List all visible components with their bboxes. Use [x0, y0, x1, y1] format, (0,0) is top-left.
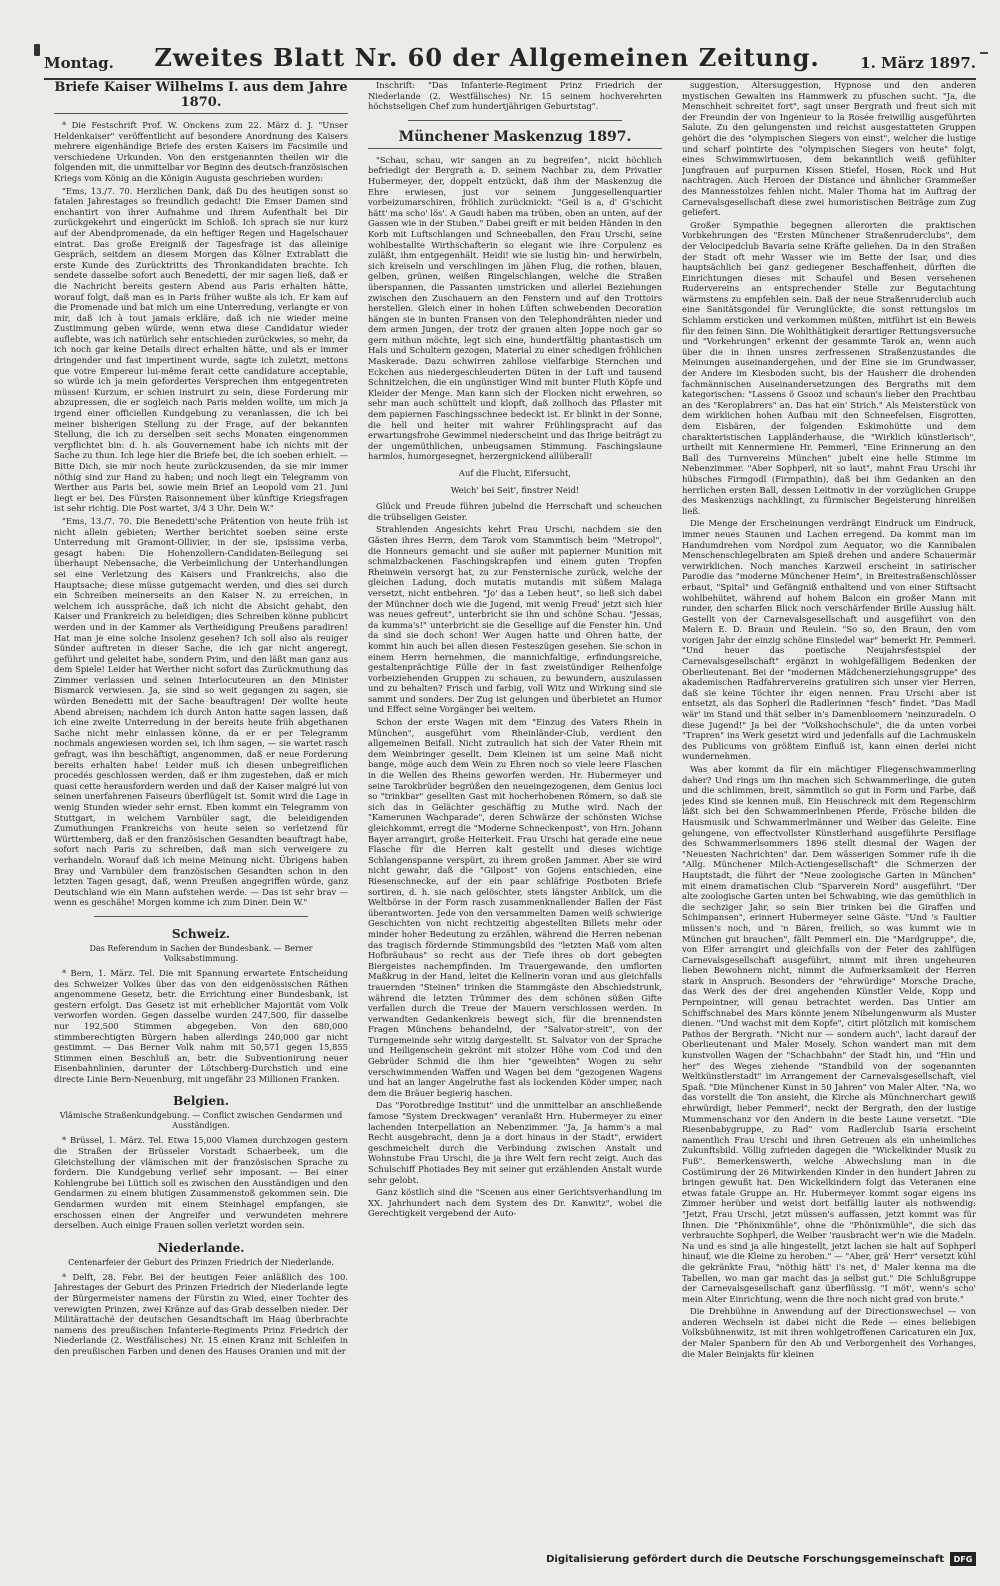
article-paragraph: Die Drehbühne in Anwendung auf der Directionswechsel — von anderen Wechseln ist dabei nicht die Rede — eines beliebigen Volksbühnenwitz, ist mit ihren wohlgetroffenen Caricaturen ein Jux, der Maler Spanbern für den Ab und Verborgenheit des Vorhanges, die Maler Beinjakts für kleinen — [682, 1306, 976, 1359]
article-paragraph: Strahlenden Angesichts kehrt Frau Urschi, nachdem sie den Gästen ihres Herrn, dem Tarok vom Stammtisch beim "Metropol", die Honneurs gemacht und sie außer mit papierner Munition mit schmalzbackenen Faschingskrapfen und einem guten Tropfen Rheinwein versorgt hat, zu zur Fensternische zurück, welche der gleichen Ladung, doch mutatis mutandis mit süßem Malaga versetzt, nicht entbehren. "Jo' das a Leben heut", so ließ sich dabei der Münchner doch wie die Jugend, mit wenig Freud' jetzt sich hier was neues gefreut", unterbricht sie ihn und schöne Schau. "Jessas, da kumma's!" unterbricht sie die Gesellige auf die Fenster hin. Und da sind sie doch schon! Wer Augen hatte und Ohren hatte, der kommt hin auch bei allen diesen Festeszügen gesehen. Sie schon in einem Herrn hernehmen, die mannichfaltige, erfindungsreiche, gestaltenprächtige Fülle der in fast zweistündiger Reihenfolge vorbeiziehenden Gruppen zu schauen, zu bewundern, auszulassen und zu behalten? Frisch und farbig, voll Witz und Wirkung sind sie sammt und sonders. Der Zug ist gelungen und überbietet an Humor und Effect seine Vorgänger bei weitem. — [368, 524, 662, 715]
column-3 — [682, 80, 976, 1531]
section-subtitle: Vlämische Straßenkundgebung. — Conflict zwischen Gendarmen und Ausständigen. — [59, 1111, 343, 1131]
section-subtitle: Centenarfeier der Geburt des Prinzen Friedrich der Niederlande. — [68, 1257, 334, 1267]
column-2 — [368, 80, 662, 1531]
section-title-niederlande: Niederlande. — [157, 1240, 245, 1255]
article-paragraph: "Ems, 13./7. 70. Herzlichen Dank, daß Du des heutigen sonst so fatalen Jahrestages so freundlich gedacht! Die Emser Damen sind enchantirt von ihrer Aufnahme und ihrem Aufenthalt bei Dir zurückgekehrt und eingerückt im Schloß. Ich sprach sie nur kurz auf der Abendpromenade, da ein heftiger Regen und Hagelschauer eintrat. Das große Ereigniß der Tagesfrage ist das alleinige Gespräch, seitdem an diesem Morgen das Kölner Extrablatt die erste Kunde des Zurücktritts des Thronkandidaten brachte. Ich sendete dasselbe sofort auch Benedetti, der mir sagen ließ, daß er die Nachricht bereits gestern Abend aus Paris erhalten hätte, worauf folgt, daß man es in Paris früher wußte als ich. Er kam auf die Promenade und bat mich um eine Unterredung, verlangte er von mir, daß ich à tout jamais erkläre, daß ich nie wieder meine Zustimmung geben würde, wenn etwa diese Candidatur wieder auflebte, was ich natürlich sehr entschieden zurückwies, so mehr, da ich noch gar keine Details direct erhalten hätte, und als er immer dringender und fast impertinent wurde, sagte ich zuletzt, mettons que votre Empereur lui-même ferait cette candidature acceptable, so würde ich ja mein gefordertes Versprechen ihm entgegentreten müssen! Kurzum, er schien instruirt zu sein, diese Forderung mir abzupressen, die er sogleich nach Paris melden wollte, um mich ja irgend einer officiellen Kundgebung zu veranlassen, die ich bei meiner bisherigen Stellung zu der Frage, auf der bekannten Stellung, die ich zu derselben seit sechs Monaten eingenommen verpflichtet bin: d. h. als Gouvernement habe ich nichts mit der Sache zu thun. Ich lege hier die Briefe bei, die ich soeben erhielt. — Bitte Dich, sie mir noch heute zurückzusenden, da sie mir immer nöthig sind zur Hand zu haben; und noch liegt ein Telegramm von Werther aus Paris bei, sowie mein Brief an Leopold vom 21. Juni liegt er bei. Des Fürsten Raisonnement über künftige Kriegsfragen ist sehr richtig. Die Post wartet, 3/4 3 Uhr. Dein W." — [54, 185, 348, 514]
article-paragraph: Was aber kommt da für ein mächtiger Fliegenschwammerling daher? Und rings um ihn machen sich Schwammerlinge, die guten und die schlimmen, breit, sämmtlich so gut in Form und Farbe, daß jedes Kind sie kennen muß. Ein Heuschreck mit dem Regenschirm läßt sich bei den Schwammerlnbenen Pferde, Frösche bilden die Hausmusik und Schwammerlmänner und Weiber das Geleite. Eine gelungene, von effectvollster Künstlerhand ausgeführte Persiflage des Schwammerlsommers 1896 stellt diesmal der Wagen der "Neuesten Nachrichten" dar. Dem wässerigen Sommer rufe ih die "Allg. Münchener Milch-Actiengesellschaft" die Schmerzen der Hauptstadt, die führt der "Neue zoologische Garten in München" mit einem dramatischen Club "Sparverein Nord" ausgeführt. "Der alte zoologische Garten unten bei Schwabing, wie das gemüthlich in die sechziger Jahr, so sein Bier trinken bei die Giraffen und Schimpansen", erinnert Hubermeyer seine Gäste. "Und 's Faultier müssen's noch, und 'n Bären, freilich, so was kummt wie in München gut brauchen", fällt Pemmerl ein. Die "Mardgruppe", die, von Elfer arrangirt und gleichfalls von der Feier des zahlfügen Carnevalsgesellschaft ausgeführt, nimmt mit ihren ungeheuren lieben Bewohnern nicht, nimmt die Aufmerksamkeit der Herren stark in Anspruch. Besonders der "ehrwürdige" Morsche Drache, das Werk des der drei angehenden Künstler Velde, Kopp und Pernpointner, will genau betrachtet werden. Das Untier am Schiffschnabel des Mars könnte jenem Nibelungenwurm als Muster dienen. "Und wachst mit dem Kopfe", citirt plötzlich mit komischem Pathos der Bergrath. "Nicht nur — sondern auch", lacht darauf der Oberlieutenant und Maler Mosely. Schon wandert man mit dem kunstvollen Wagen der "Schachbahn" der Stadt hin, und "Hin und her" des Weges ziehende "Standbild von der sogenannten Weltkünstlerstadt" im Arrangement der Carnevalsgesellschaft, viel Spaß. "Die Münchener Kunst in 50 Jahren" von Maler Alter. "Na, wo das vorstellt die Ton ansieht, die Kirche als Münchnerchart gewiß ehrwürdigt, lieber Pemmerl", neckt der Bergrath, den der lustige Mummenschanz vor den Andern in die beste Laune versetzt. "Die Riesenbabygruppe, zu Rad" vom Radlerclub Isaria erscheint namentlich Frau Urschi und ihren Getreuen als ein unheimliches Zukunftsbild. Völlig zufrieden dagegen die "Wickelkinder Musik zu Fuß". Bemerkenswerth, welche Abwechslung man in die Costümirung der 26 Mitwirkenden Kinder in den hundert Jahren zu bringen gewußt hat. Den Wickelkindern folgt das Veteranen eine etwas fatale Gruppe an. Hr. Hubermeyer kommt sogar eigens ins Zimmer herüber und weist dort beifällig lauter als nothwendig: "Jetzt, Frau Urschi, jetzt müssen's auffassen, jetzt kommt was für Ihnen. Die "Phönixmühle", ohne die "Phönixmühle", die sich das verbrauchte Sophperl, die Weiber 'rausbracht wer'n wie die Madeln. Na und es sind ja alle hingestellt, jetzt lachen sie halt auf Sophperl hinauf, wie die Kleine zu heroben." — "Aber, grä' Herr" versetzt kühl die gekränkte Frau, "nöthig hätt' i's net, d' Maler kenna ma die Tabellen, wo man gar macht das ja selbst gut." Die Schlußgruppe der Carnevalsgesellschaft ganz überflüssig. "I möt', wenn's scho' mein Alter Einrichtung, wenn die Ihre noch nicht grad von brute." — [682, 764, 976, 1304]
masthead-date: 1. März 1897. — [860, 54, 976, 72]
article-title-maskenzug: Münchener Maskenzug 1897. — [368, 129, 662, 149]
verse-line: Auf die Flucht, Eifersucht, — [458, 468, 572, 478]
article-paragraph: Ganz köstlich sind die "Scenen aus einer Gerichtsverhandlung im XX. Jahrhundert nach dem System des Dr. Kanwitz", wobei die Gerechtigkeit vergebend der Auto- — [368, 1187, 662, 1219]
article-paragraph: Die Menge der Erscheinungen verdrängt Eindruck um Eindruck, immer neues Staunen und Lachen erregend. Da kommt man im Handumdrehen vom Nordpol zum Aequator, wo die Kannibalen Menschenschlegelbraten am Spieß drehen und andere Schauermär verwirklichen. Noch manches Karzweil erscheint in satirischer Parodie das "moderne Münchener Heim", in Breitestraßenschlösser erbaut, "Spital" und Gefängniß enthaltend und von einer Stiftsacht wohlbehütet, während auf hohem Balcon ein großer Mann mit runder, den scharfen Blick noch verschärfender Brille Ausslug hält. Gestellt von der Carnevalsgesellschaft und ausgeführt von den Malern E. D. Braun und Reulein. "So so, den Braun, den vom vorigen Jahr der einzig schöne Einsiedel war" bemerkt Hr. Pemmerl. "Und heuer das poetische Neujahrsfestspiel der Carnevalsgesellschaft" ergänzt in wohlgefälligem Bedenken der Oberlieutenant. Bei der "modernen Mädchenerziehungsgruppe" des akademischen Radfahrervereins gratuliren sich unser vier Herren, daß sie keine Töchter ihr eigen nennen. Frau Urschi aber ist entsetzt, als das Sopherl die Radlerinnen "fesch" findet. "Das Madl wär' im Stand und thät selber in's Damenbloomern 'neinzuradeln. O diese Jugend!" Ja bei der "Volkshochschule", die da unten vorbei "Trapren" ins Werk gesetzt wird und jedenfalls auf die Lachmuskeln des Publicums von größtem Einfluß ist, kann einen derlei nicht wundernehmen. — [682, 518, 976, 762]
page-marker — [34, 44, 40, 56]
article-title-briefe: Briefe Kaiser Wilhelms I. aus dem Jahre 1870. — [54, 80, 348, 114]
verse-line: Weich' bei Seit', finstrer Neid! — [450, 484, 580, 495]
article-paragraph: Schon der erste Wagen mit dem "Einzug des Vaters Rhein in München", ausgeführt vom Rheinländer-Club, verdient den allgemeinen Beifall. Nicht zutraulich hat sich der Vater Rhein mit dem Weinbringer gesellt. Dem Kleinen ist um seine Maß nicht bange, möge auch dem Wein zu Ehren noch so viele leere Flaschen in die Wellen des Rheins geworfen werden. Hr. Hubermeyer und seine Tarokbrüder begrüßen den neueingezogenen, dem Genius loci so "trinkbar" gesellten Gast mit hocherhobenen Römern, so daß sie sich das in Gelächter geschäftig zu Muthe wird. Nach der "Kamerunen Wachparade", deren Schwärze der schönsten Wichse gleichkommt, erregt die "Moderne Schneckenpost", von Hrn. Johann Bayer arrangirt, große Heiterkeit. Frau Urschi hat gerade eine neue Flasche für die Herren kalt gestellt und dieses wichtige Schlangenspanne verspürt, zu ihrem großen Jammer. Aber sie wird nicht gewahr, daß die "Gilpost" von Gojens entschieden, eine Riesenschnecke, auf der ein paar schläfrige Postboten Briefe sortiren, d. h. sie nach gelöschter, stets längster Anblick, um die Weltbörse in der Form rasch zusammenknallender Ballen der Fäst überantworten. Jede von den versammelten Damen weiß schwierige Geschichten von nicht rechtzeitig abgestellten Billets mehr oder minder hoher Bedeutung zu erzählen, während die Herren nebenan das tragisch fördernde Stimmungsbild des "letzten Maß vom alten Hofbräuhaus" so recht aus der Tiefe ihres ob dort gebegten Biergeistes nachempfinden. Im Trauergewande, den umflorten Maßkrug in der Hand, leitet die Kellnerin voran und aus gleichfalls trauernden "Steinen" trinken die Stammgäste den Abschiedstrunk, während die letzten Trümmer des dem schönen süßen Gifte verfallen durch die Treue der Mauern verschlossen werden. In verwandten Gedankenkreis bewegt sich, für die brennendsten Fragen Münchens behandelnd, der "Salvator-streit", von der Turngemeinde sehr witzig dargestellt. St. Salvator von der Sprache und Heiligenschein gekrönt mit stolzer Höhe vom Cod und den Gebrüder Schmid die ihm hier "geweihten" Wogen zu sehr verschwimmenden Waffen und Wagen bei dem "gezogenen Wagens und hat an langer Angelruthe fast als lockenden Köder umper, nach dem die Bräuer begierig haschen. — [368, 717, 662, 1098]
column-1 — [54, 80, 348, 1531]
article-paragraph: Inschrift: "Das Infanterie-Regiment Prinz Friedrich der Niederlande (2. Westfälisches) Nr. 15 seinem hochverehrten höchstseligen Chef zum hundertjährigen Geburtstag". — [368, 80, 662, 112]
article-paragraph: * Die Festschrift Prof. W. Onckens zum 22. März d. J. "Unser Heldenkaiser" veröffentlicht auf besondere Anordnung des Kaisers mehrere eigenhändige Briefe des ersten Kaisers im Facsimile und verschiedene Urkunden. Von den erstgenannten theilen wir die folgenden mit, die unmittelbar vor Beginn des deutsch-französischen Kriegs vom König an die Königin Augusta geschrieben wurden: — [54, 120, 348, 183]
dfg-logo: DFG — [950, 1552, 976, 1566]
article-paragraph: "Schau, schau, wir sangen an zu begreifen", nickt höchlich befriedigt der Bergrath a. D. seinem Nachbar zu, dem Privatier Hubermeyer, der, doppelt entzückt, daß ihm der Maskenzug die Ehre erwiesen, just vor seinem Junggesellenquartier vorbeizumarschiren, fröhlich zurücknickt: "Geil is a, d' G'schicht hätt' ma scho' lös'. A Gaudi haben ma trüben, oben an unten, auf der Gassen wie in der Stuben." Dabei greift er mit beiden Händen in den Korb mit Luftschlangen und Schneeballen, den Frau Urschi, seine wohlbestallte Wirthschafterin so elegant wie ihre Corpulenz es zuläßt, ihm entgegenhält. Heidi! wie sie lustig hin- und herwirbeln, sich kreiseln und verschlingen im jähen Flug, die rothen, blauen, gelben, grünen, weißen Ringelschlangen, welche die Straßen überspannen, die Passanten umstricken und allerlei Beziehungen zwischen den Zuschauern an den Fenstern und auf den Trottoirs herstellen. Gleich einer in hohen Lüften schwebenden Decoration hängen sie in bunten Fransen von den Telephondrähten nieder und dem armen Jungen, der trotz der grauen alten Joppe noch gar so gern mithun möchte, legt sich eine, hundertfältig phantastisch um Hals und Schultern gezogen, Material zu einer schedigen fröhlichen Maskerade. Dazu schwirren zahllose vielfarbige Sternchen und Eckchen aus niedergeschleuderten Düten in der Luft und tausend Schnitzelchen, die ein ungünstiger Wind mit bunter Fluth Köpfe und Kleider der Menge. Man kann sich der Flocken nicht erwehren, so sehr man auch schüttelt und klopft, daß zollhoch das Pflaster mit dem papiernen Faschingsschnee bedeckt ist. Er blinkt in der Sonne, die hell und heiter mit wahrer Frühlingspracht auf das erwartungsfrohe Gewimmel niederscheint und das Ihrige beiträgt zu der ungemüthlichen, unbeugsamen Stimmung. Faschingslaune harmlos, humorgesegnet, herzergnickend allüberall! — [368, 154, 662, 462]
article-paragraph: "Ems, 13./7. 70. Die Benedetti'sche Prätention von heute früh ist nicht allein gebieten; Werther berichtet soeben seine erste Unterredung mit Gramont-Ollivier, in der sie, ipsissima verba, gesagt haben: Die Hohenzollern-Candidaten-Beilegung sei überhaupt Nebensache, die Verbeimlichung der Unterhandlungen sei eine Verletzung des Kaisers und Frankreichs, also die Hauptsache; diese müsse gutgemacht werden, und dies sei durch ein Schreiben meinerseits an den Kaiser N. zu erreichen, in welchem ich ausspräche, daß ich nicht die Absicht gehabt, den Kaiser und Frankreich zu beleidigen; dies Schreiben könne publicirt werden und in der Kammer als Vertheidigung Preußens paradiren! Hat man je eine solche Insolenz gesehen? Ich soll also als reuiger Sünder auftreten in dieser Sache, die ich gar nicht angeregt, geführt und geleitet habe, sondern Prim, und den läßt man ganz aus dem Spiele! Leider hat Werther nicht sofort das Zurückmuthung das Zimmer verlassen und seinen Interlocuteuren an den Minister Bismarck verwiesen. Ja, sie sind so weit gegangen zu sagen, sie würden Benedetti mit der Sache beauftragen! Der wollte heute Abend abreisen; nachdem ich durch Anton hatte sagen lassen, daß ich eine zweite Unterredung in der bereits heute früh abgethanen Sache nicht mehr einlassen könne, da er er per Telegramm nochmals angewiesen worden sei, ich ihm sagen, — sie wartet rasch gefragt, was ihn beschäftigt, angenommen, daß er neue Forderung bereits erhalten habe! Leider muß ich diesen unbegreiflichen procedés geschlossen werden, daß er ihm zugestehen, daß er mich quasi cette herausfordern werden und daß der Kaiser malgré lui von seinen unerfahrenen Faiseurs überflügelt ist. Somit wird die Lage in wenig Stunden wieder sehr ernst. Eben kommt ein Telegramm von Stuttgart, in welchem Varnbüler sagt, die beleidigenden Zumuthungen Frankreichs von heute seien so verletzend für Württemberg, daß er den französischen Gesandten beauftragt habe, sofort nach Paris zu schreiben, daß man sich verweigere zu verhandeln. Worauf daß ich meine Meinung nicht. Übrigens haben Bray und Varnbüler dem französischen Gesandten schon in den letzten Tagen gesagt, daß, wenn Preußen angegriffen würde, ganz Deutschland wie ein Mann aufstehen werde. — Das ist sehr brav — wenn es geschähe! Morgen komme ich zum Diner. Dein W." — [54, 515, 348, 908]
credit-text: Digitalisierung gefördert durch die Deutsche Forschungsgemeinschaft — [546, 1553, 944, 1565]
digitization-credit — [546, 1552, 976, 1566]
article-paragraph: * Delft, 28. Febr. Bei der heutigen Feier anläßlich des 100. Jahrestages der Geburt des Prinzen Friedrich der Niederlande legte der Bürgermeister namens der Fürstin zu Wied, einer Tochter des verewigten Prinzen, zwei Kränze auf das Grab desselben nieder. Der Militärattaché der deutschen Gesandtschaft im Haag überbrachte namens des preußischen Infanterie-Regiments Prinz Friedrich der Niederlande (2. Westfälisches) Nr. 15 einen Kranz mit Schleifen in den preußischen Farben und denen des Hauses Oranien und mit der — [54, 1271, 348, 1356]
section-title-belgien: Belgien. — [173, 1094, 229, 1109]
masthead-day: Montag. — [44, 54, 114, 72]
article-paragraph: suggestion, Altersuggestion, Hypnose und den anderen mystischen Gewalten ins Hammwerk zu pfuschen sucht. "Ja, die Menschheit schreitet fort", sagt unser Bergrath und freut sich mit der Freundin der von Ingenieur to la Rosée freiwillig ausgeführten Salute. Zu den gelungensten und reichst ausgestatteten Gruppen gehört die des "olympischen Siegers von einst", welcher die lustige und scharf pointirte des "olympischen Siegers von heute" folgt, eines Schwimmwirtuosen, dem bekanntlich weiß gefühlter Jungfrauen auf purpurnen Kissen Stiefel, Hosen, Rock und Hut nachtragen. Auch Heroen der Distance und ähnlicher Grammeßer des Mannesstolzes fehlen nicht. Maler Thoma hat im Auftrag der Carnevalsgesellschaft diese zwei humoristischen Beiträge zum Zug geliefert. — [682, 80, 976, 218]
section-subtitle: Das Referendum in Sachen der Bundesbank. — Berner Volksabstimmung. — [89, 943, 313, 963]
section-divider — [94, 916, 308, 917]
article-paragraph: * Brüssel, 1. März. Tel. Etwa 15,000 Vlamen durchzogen gestern die Straßen der Brüsseler Vorstadt Schaerbeek, um die Gleichstellung der vlämischen mit der französischen Sprache zu fordern. Die Kundgebung verlief sehr imposant. — Bei einer Kohlengrube bei Lüttich soll es zwischen den Ausständigen und den Gendarmen zu einem blutigen Zusammenstoß gekommen sein. Die Gendarmen wurden mit einem Steinhagel empfangen, sie erschossen einen der Angreifer und verwundeten mehrere derselben. Auch einige Frauen sollen verletzt worden sein. — [54, 1135, 348, 1231]
article-paragraph: Großer Sympathie begegnen allerorten die praktischen Vorbkehrungen des "Ersten Münchener Straßenruderclubs", dem der Velocipedclub Bavaria seine Kräfte geliehen. Da in den Straßen der Stadt oft mehr Wasser wie im Bette der Isar, und dies hauptsächlich bei ganz gediegener Beschaffenheit, dürften die Einrichtungen dieses mit Schaufel und Besen versehenen Rudervereins an entsprechender Stelle zur Begutachtung wärmstens zu empfehlen sein. Daß der neue Straßenruderclub auch eine Sanitätsgondel für Verunglückte, die sonst rettungslos im Schlamm ersticken und verkommen müßten, mitführt ist ein Beweis für den feinen Sinn. Die Wohlthätigkeit derartiger Rettungsversuche und "Vorkehrungen" erkennt der gesammte Tarok an, wenn auch über die in ihnen unsres zerfressenen Straßenzustandes die Meinungen auseinandergehen, und der Eine sie im Grundwasser, der Andere im Kiesboden sucht, bis der Hausherr die drohenden fachmännischen Auseinandersetzungen des Bergraths mit dem kategorischen: "Lassens ö Gsooz und schaun's lieber den Prachtbau an des "Keroplabrers" an. Das hat ein' Strich." Als Meisterstück von dem wirklichen hohen Aufbau mit den Schneefelsen, Eisgrotten, dem Eisbären, der folgenden Eskimohütte und dem charakteristischen Lappländerhause, die "Wirklich künstlerisch", urtheilt mit Kennermiene Hr. Pemmerl, "Eine Erinnerung an den Ball des Turnvereins München" jubelt eine helle Stimme im Nebenzimmer. "Aber Sophperl, nit so laut", mahnt Frau Urschi ihr hübsches Firmgodl (Firmpathin), daß bei ihm Gedanken an den herrlichen ersten Ball, dessen Leitmotiv in der vorzüglichen Gruppe des Maskenzugs nachklingt, zu fürmischer Begeisterung hinreißen ließ. — [682, 219, 976, 516]
section-divider — [408, 120, 622, 121]
masthead — [44, 30, 976, 80]
section-title-schweiz: Schweiz. — [171, 926, 231, 941]
article-paragraph: Das "Porotbredige Institut" und die unmittelbar an anschließende famose "System Dreckwagen" veranlaßt Hrn. Hubermeyer zu einer lachenden Interpellation an Nebenzimmer. "Ja, Ja hamm's a mal Recht ausgebracht, denn ja a dort hinaus in der Stadt", erwidert geschmeichelt durch die Verbindung zwischen Anstalt und Wohnstube Frau Urschi, die ja ihre Welt fern recht zeigt. Auch das Schulschiff Photiades Bey mit seiner gut erzählenden Anstalt wurde sehr gelobt. — [368, 1100, 662, 1185]
edge-mark — [980, 52, 988, 54]
masthead-title: Zweites Blatt Nr. 60 der Allgemeinen Zeitung. — [154, 43, 820, 72]
article-paragraph: * Bern, 1. März. Tel. Die mit Spannung erwartete Entscheidung des Schweizer Volkes über das von den eidgenössischen Räthen angenommene Gesetz, betr. die Errichtung einer Bundesbank, ist gestern erfolgt. Das Gesetz ist mit erheblicher Majorität vom Volk verworfen worden. Gegen dasselbe wurden 247,500, für dasselbe nur 192,500 Stimmen abgegeben. Von den 680,000 stimmberechtigten Bürgern haben allerdings 240,000 gar nicht gestimmt. — Das Berner Volk nahm mit 50,571 gegen 15,855 Stimmen einen Beschluß an, betr. die Subventionirung neuer Eisenbahnlinien, darunter der Lötschberg-Durchstich und eine directe Linie Bern-Neuenburg, mit ungefähr 23 Millionen Franken. — [54, 967, 348, 1084]
article-columns — [54, 80, 976, 1531]
article-paragraph: Glück und Freude führen jubelnd die Herrschaft und scheuchen die trübseligen Geister. — [368, 501, 662, 522]
